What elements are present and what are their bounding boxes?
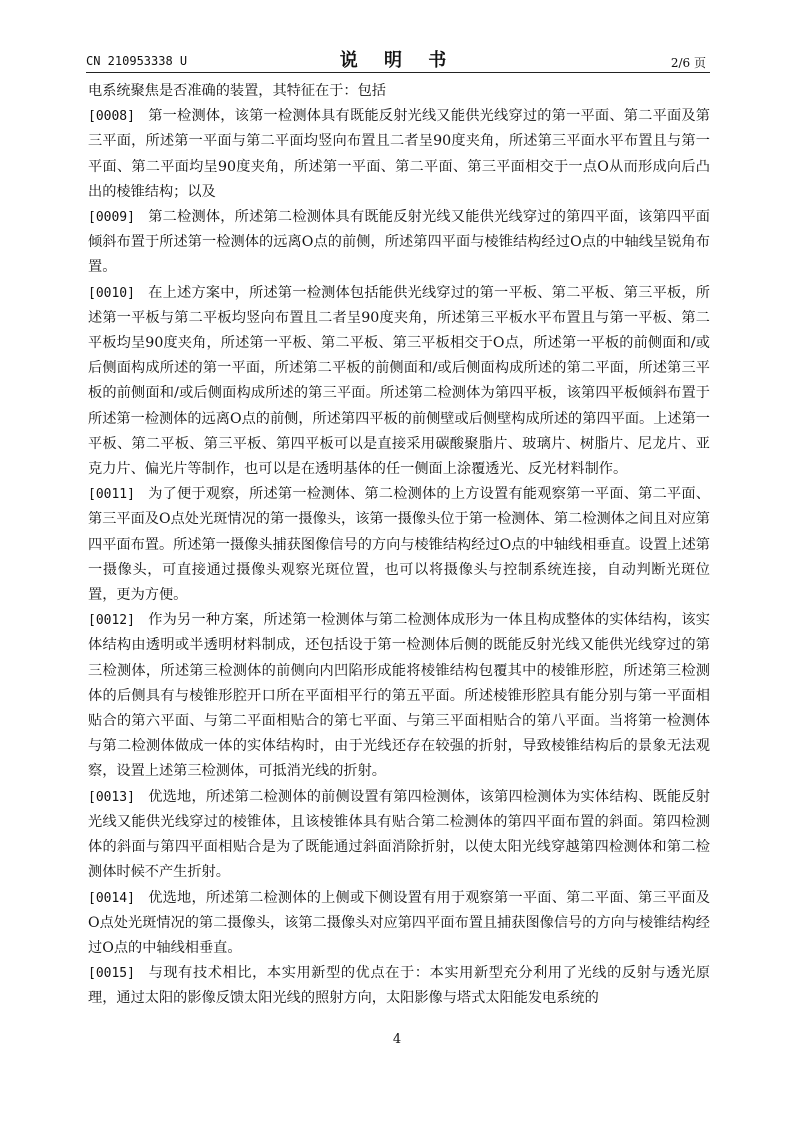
paragraph-number: [0013] <box>88 789 135 805</box>
paragraph-0012 <box>88 608 710 784</box>
paragraph-0011 <box>88 482 710 608</box>
paragraph-number: [0015] <box>88 966 135 982</box>
document-title: 说 明 书 <box>339 50 457 71</box>
paragraph-0009 <box>88 205 710 281</box>
paragraph-text: 在上述方案中，所述第一检测体包括能供光线穿过的第一平板、第二平板、第三平板，所述第一平板与第二平板均竖向布置且二者呈90度夹角，所述第三平板水平布置且与第一平板、第二平板均呈90度夹角，所述第一平板、第二平板、第三平板相交于O点，所述第一平板的前侧面和/或后侧面构成所述的第一平面，所述第二平板的前侧面和/或后侧面构成所述的第二平面，所述第三平板的前侧面和/或后侧面构成所述的第三平面。所述第二检测体为第四平板，该第四平板倾斜布置于所述第一检测体的远离O点的前侧，所述第四平板的前侧壁或后侧壁构成所述的第四平面。上述第一平板、第二平板、第三平板、第四平板可以是直接采用碳酸聚脂片、玻璃片、树脂片、尼龙片、亚克力片、偏光片等制作，也可以是在透明基体的任一侧面上涂覆透光、反光材料制作。 <box>88 284 710 478</box>
paragraph-number: [0008] <box>88 109 135 125</box>
paragraph-number: [0011] <box>88 487 135 503</box>
paragraph-text: 与现有技术相比，本实用新型的优点在于：本实用新型充分利用了光线的反射与透光原理，通过太阳的影像反馈太阳光线的照射方向，太阳影像与塔式太阳能发电系统的 <box>88 965 710 1007</box>
paragraph-text: 优选地，所述第二检测体的前侧设置有第四检测体，该第四检测体为实体结构、既能反射光线又能供光线穿过的棱锥体，且该棱锥体具有贴合第二检测体的第四平面布置的斜面。第四检测体的斜面与第四平面相贴合是为了既能通过斜面消除折射，以使太阳光线穿越第四检测体和第二检测体时候不产生折射。 <box>88 788 710 881</box>
page-header <box>86 46 710 70</box>
document-body <box>88 79 710 1012</box>
paragraph-0008 <box>88 104 710 205</box>
lead-text: 电系统聚焦是否准确的装置，其特征在于：包括 <box>88 83 386 99</box>
page-count: 2/6 页 <box>670 56 706 70</box>
paragraph-text: 为了便于观察，所述第一检测体、第二检测体的上方设置有能观察第一平面、第二平面、第三平面及O点处光斑情况的第一摄像头，该第一摄像头位于第一检测体、第二检测体之间且对应第四平面布置。所述第一摄像头捕获图像信号的方向与棱锥结构经过O点的中轴线相垂直。设置上述第一摄像头，可直接通过摄像头观察光斑位置，也可以将摄像头与控制系统连接，自动判断光斑位置，更为方便。 <box>88 486 710 604</box>
paragraph-number: [0010] <box>88 285 135 301</box>
patent-number: CN 210953338 U <box>86 54 188 68</box>
paragraph-text: 作为另一种方案，所述第一检测体与第二检测体成形为一体且构成整体的实体结构，该实体结构由透明或半透明材料制成，还包括设于第一检测体后侧的既能反射光线又能供光线穿过的第三检测体，所述第三检测体的前侧向内凹陷形成能将棱锥结构包覆其中的棱锥形腔，所述第三检测体的后侧具有与棱锥形腔开口所在平面相平行的第五平面。所述棱锥形腔具有能分别与第一平面相贴合的第六平面、与第二平面相贴合的第七平面、与第三平面相贴合的第八平面。当将第一检测体与第二检测体做成一体的实体结构时，由于光线还存在较强的折射，导致棱锥结构后的景象无法观察，设置上述第三检测体，可抵消光线的折射。 <box>88 612 710 780</box>
paragraph-number: [0014] <box>88 890 135 906</box>
paragraph-number: [0009] <box>88 210 135 226</box>
header-divider <box>86 72 710 73</box>
paragraph-0014 <box>88 886 710 962</box>
paragraph-number: [0012] <box>88 613 135 629</box>
paragraph-text: 优选地，所述第二检测体的上侧或下侧设置有用于观察第一平面、第二平面、第三平面及O点处光斑情况的第二摄像头，该第二摄像头对应第四平面布置且捕获图像信号的方向与棱锥结构经过O点的中轴线相垂直。 <box>88 889 710 956</box>
paragraph-text: 第二检测体，所述第二检测体具有既能反射光线又能供光线穿过的第四平面，该第四平面倾斜布置于所述第一检测体的远离O点的前侧，所述第四平面与棱锥结构经过O点的中轴线呈锐角布置。 <box>88 209 710 276</box>
paragraph-0013 <box>88 785 710 886</box>
page-number: 4 <box>392 1032 402 1047</box>
paragraph-0015 <box>88 961 710 1011</box>
paragraph-text: 第一检测体，该第一检测体具有既能反射光线又能供光线穿过的第一平面、第二平面及第三平面，所述第一平面与第二平面均竖向布置且二者呈90度夹角，所述第三平面水平布置且与第一平面、第二平面均呈90度夹角，所述第一平面、第二平面、第三平面相交于一点O从而形成向后凸出的棱锥结构；以及 <box>88 108 710 200</box>
paragraph-0010 <box>88 281 710 483</box>
